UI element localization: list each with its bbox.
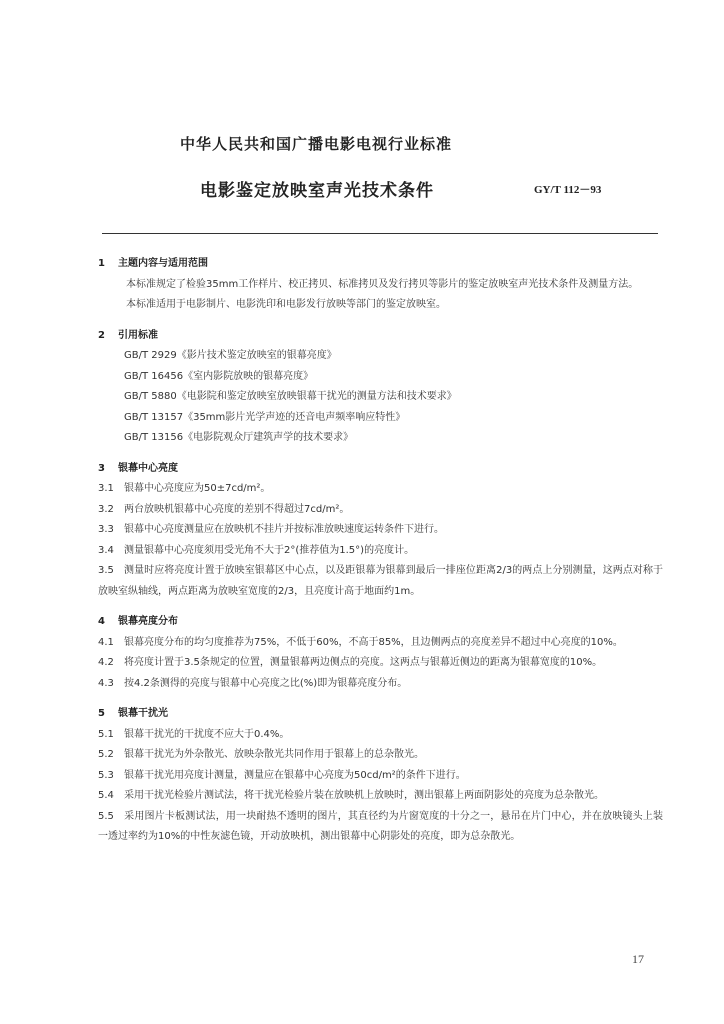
- clause-4-3: 4.3 按4.2条测得的亮度与银幕中心亮度之比(%)即为银幕亮度分布。: [98, 677, 408, 689]
- document-body: [98, 254, 663, 848]
- clause-5-3: 5.3 银幕干扰光用亮度计测量，测量应在银幕中心亮度为50cd/m²的条件下进行。: [98, 769, 466, 781]
- reference-item: GB/T 13157《35mm影片光学声迹的还音电声频率响应特性》: [124, 411, 406, 423]
- standard-code: GY/T 112－93: [534, 184, 602, 196]
- reference-item: GB/T 2929《影片技术鉴定放映室的银幕亮度》: [124, 350, 337, 361]
- document-title: 电影鉴定放映室声光技术条件: [200, 181, 434, 201]
- clause-5-1: 5.1 银幕干扰光的干扰度不应大于0.4%。: [98, 728, 290, 740]
- clause-3-2: 3.2 两台放映机银幕中心亮度的差别不得超过7cd/m²。: [98, 503, 350, 515]
- clause-5-2: 5.2 银幕干扰光为外杂散光、放映杂散光共同作用于银幕上的总杂散光。: [98, 749, 424, 760]
- clause-3-3: 3.3 银幕中心亮度测量应在放映机不挂片并按标准放映速度运转条件下进行。: [98, 524, 444, 535]
- clause-4-2: 4.2 将亮度计置于3.5条规定的位置，测量银幕两边侧点的亮度。这两点与银幕近侧边的距离为银幕宽度的10%。: [98, 657, 603, 668]
- reference-item: GB/T 5880《电影院和鉴定放映室放映银幕干扰光的测量方法和技术要求》: [124, 391, 457, 402]
- clause-5-4: 5.4 采用干扰光检验片测试法，将干扰光检验片装在放映机上放映时，测出银幕上两面阴影处的亮度为总杂散光。: [98, 790, 604, 801]
- section-1-paragraph-2: 本标准适用于电影制片、电影洗印和电影发行放映等部门的鉴定放映室。: [126, 299, 446, 310]
- reference-item: GB/T 16456《室内影院放映的银幕亮度》: [124, 370, 314, 382]
- clause-4-1: 4.1 银幕亮度分布的均匀度推荐为75%，不低于60%，不高于85%，且边侧两点的亮度差异不超过中心亮度的10%。: [98, 636, 623, 648]
- reference-item: GB/T 13156《电影院观众厅建筑声学的技术要求》: [124, 432, 354, 443]
- clause-3-4: 3.4 测量银幕中心亮度须用受光角不大于2°(推荐值为1.5°)的亮度计。: [98, 544, 415, 556]
- clause-5-5: 5.5 采用图片卡板测试法，用一块耐热不透明的图片，其直径约为片窗宽度的十分之一，悬吊在片门中心，并在放映镜头上装一透过率约为10%的中性灰滤色镜，开动放映机，测出银幕中心阴影处的亮度，即为总杂散光。: [98, 810, 663, 842]
- header-divider: [102, 233, 658, 234]
- section-heading-2: 2 引用标准: [98, 329, 158, 341]
- section-heading-1: 1 主题内容与适用范围: [98, 258, 208, 269]
- section-heading-4: 4 银幕亮度分布: [98, 616, 178, 627]
- page-number: 17: [632, 952, 644, 966]
- clause-3-5: 3.5 测量时应将亮度计置于放映室银幕区中心点，以及距银幕为银幕到最后一排座位距离2/3的两点上分别测量，这两点对称于放映室纵轴线，两点距离为放映室宽度的2/3，且亮度计高于地面约1m。: [98, 565, 663, 597]
- section-1-paragraph-1: 本标准规定了检验35mm工作样片、校正拷贝、标准拷贝及发行拷贝等影片的鉴定放映室声光技术条件及测量方法。: [126, 278, 639, 290]
- section-heading-3: 3 银幕中心亮度: [98, 462, 178, 474]
- clause-3-1: 3.1 银幕中心亮度应为50±7cd/m²。: [98, 483, 271, 494]
- section-heading-5: 5 银幕干扰光: [98, 708, 168, 719]
- issuing-organization: 中华人民共和国广播电影电视行业标准: [180, 135, 453, 153]
